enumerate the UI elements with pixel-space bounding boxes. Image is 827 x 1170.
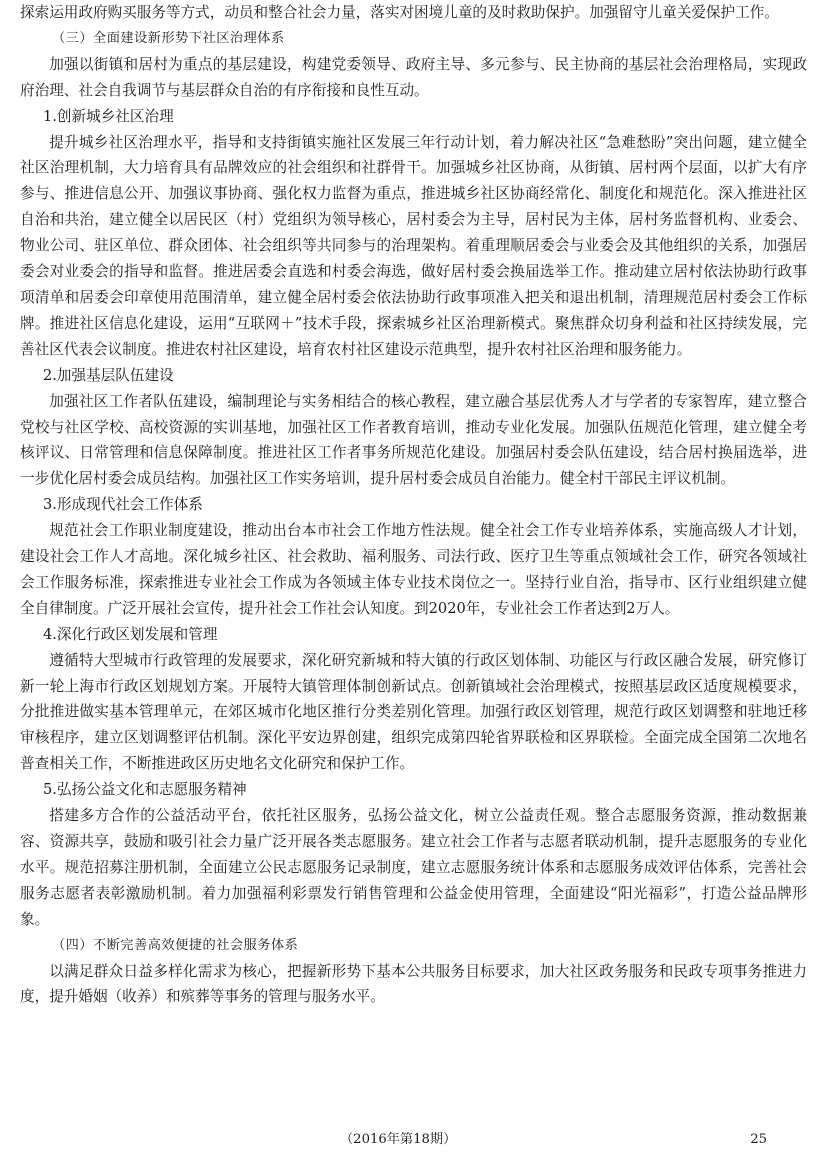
subheading-3: 3.形成现代社会工作体系 xyxy=(43,496,203,514)
paragraph-social-work-system: 规范社会工作职业制度建设，推动出台本市社会工作地方性法规。健全社会工作专业培养体系，实施高级人才计划，建设社会工作人才高地。深化城乡社区、社会救助、福利服务、司法行政、医疗卫生等重点领域社会工作，研究各领域社会工作服务标准，探索推进专业社会工作成为各领域主体专业技术岗位之一。坚持行业自治，指导市、区行业组织建立健全自律制度。广泛开展社会宣传，提升社会工作社会认知度。到2020年，专业社会工作者达到2万人。 xyxy=(20,522,807,617)
paragraph-section-3-intro: 加强以街镇和居村为重点的基层建设，构建党委领导、政府主导、多元参与、民主协商的基层社会治理格局，实现政府治理、社会自我调节与基层群众自治的有序衔接和良性互动。 xyxy=(20,55,807,99)
subheading-5: 5.弘扬公益文化和志愿服务精神 xyxy=(43,781,247,799)
subheading-4: 4.深化行政区划发展和管理 xyxy=(43,625,218,643)
section-heading-3: （三）全面建设新形势下社区治理体系 xyxy=(52,30,285,46)
document-body xyxy=(20,0,807,1010)
paragraph-community-governance: 提升城乡社区治理水平，指导和支持街镇实施社区发展三年行动计划，着力解决社区“急难愁盼”突出问题，建立健全社区治理机制，大力培育具有品牌效应的社会组织和社群骨干。加强城乡社区协商，从街镇、居村两个层面，以扩大有序参与、推进信息公开、加强议事协商、强化权力监督为重点，推进城乡社区协商经常化、制度化和规范化。深入推进社区自治和共治，建立健全以居民区（村）党组织为领导核心，居村委会为主导，居村民为主体，居村务监督机构、业委会、物业公司、驻区单位、群众团体、社会组织等共同参与的治理架构。着重理顺居委会与业委会及其他组织的关系，加强居委会对业委会的指导和监督。推进居委会直选和村委会海选，做好居村委会换届选举工作。推动建立居村依法协助行政事项清单和居委会印章使用范围清单，建立健全居村委会依法协助行政事项准入把关和退出机制，清理规范居村委会工作标牌。推进社区信息化建设，运用“互联网＋”技术手段，探索城乡社区治理新模式。聚焦群众切身利益和社区持续发展，完善社区代表会议制度。推进农村社区建设，培育农村社区建设示范典型，提升农村社区治理和服务能力。 xyxy=(20,133,807,358)
page-footer xyxy=(20,1127,807,1151)
document-page xyxy=(20,0,807,1170)
page-number: 25 xyxy=(750,1132,767,1147)
paragraph-carryover: 探索运用政府购买服务等方式，动员和整合社会力量，落实对困境儿童的及时救助保护。加强留守儿童关爱保护工作。 xyxy=(20,4,779,21)
paragraph-volunteer-service: 搭建多方合作的公益活动平台，依托社区服务，弘扬公益文化，树立公益责任观。整合志愿服务资源，推动数据兼容、资源共享，鼓励和吸引社会力量广泛开展各类志愿服务。建立社会工作者与志愿者联动机制，提升志愿服务的专业化水平。规范招募注册机制，全面建立公民志愿服务记录制度，建立志愿服务统计体系和志愿服务成效评估体系，完善社会服务志愿者表彰激励机制。着力加强福利彩票发行销售管理和公益金使用管理，全面建设“阳光福彩”，打造公益品牌形象。 xyxy=(20,807,807,928)
paragraph-grassroots-team: 加强社区工作者队伍建设，编制理论与实务相结合的核心教程，建立融合基层优秀人才与学者的专家智库，建立整合党校与社区学校、高校资源的实训基地，加强社区工作者教育培训，推动专业化发展。加强队伍规范化管理，建立健全考核评议、日常管理和信息保障制度。推进社区工作者事务所规范化建设。加强居村委会队伍建设，结合居村换届选举，进一步优化居村委会成员结构。加强社区工作实务培训，提升居村委会成员自治能力。健全村干部民主评议机制。 xyxy=(20,392,807,488)
subheading-1: 1.创新城乡社区治理 xyxy=(43,107,174,125)
paragraph-administrative-division: 遵循特大型城市行政管理的发展要求，深化研究新城和特大镇的行政区划体制、功能区与行政区融合发展，研究修订新一轮上海市行政区划规划方案。开展特大镇管理体制创新试点。创新镇域社会治理模式，按照基层政区适度规模要求，分批推进做实基本管理单元，在郊区城市化地区推行分类差别化管理。加强行政区划管理，规范行政区划调整和驻地迁移审核程序，建立区划调整评估机制。深化平安边界创建，组织完成第四轮省界联检和区界联检。全面完成全国第二次地名普查相关工作，不断推进政区历史地名文化研究和保护工作。 xyxy=(20,651,807,773)
section-heading-4: （四）不断完善高效便捷的社会服务体系 xyxy=(52,937,299,953)
issue-label: （2016年第18期） xyxy=(340,1132,457,1147)
paragraph-section-4-intro: 以满足群众日益多样化需求为核心，把握新形势下基本公共服务目标要求，加大社区政务服务和民政专项事务推进力度，提升婚姻（收养）和殡葬等事务的管理与服务水平。 xyxy=(20,962,807,1006)
subheading-2: 2.加强基层队伍建设 xyxy=(43,366,174,384)
